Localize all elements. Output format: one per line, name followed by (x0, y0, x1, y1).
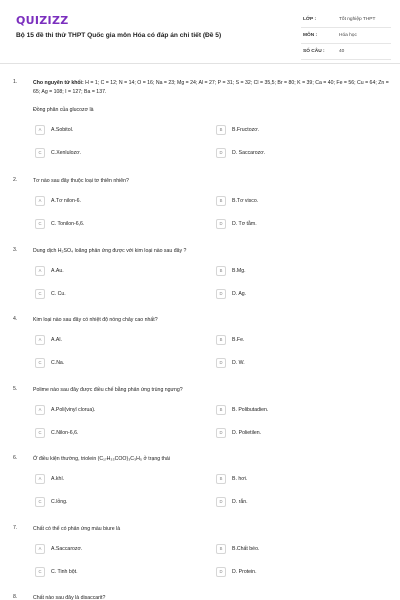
option-letter-box: A (35, 544, 45, 554)
option-letter-box: D (216, 567, 226, 577)
option-letter-box: A (35, 125, 45, 135)
question-text-body: H = 1; C = 12; N = 14; O = 16; Na = 23; Mg = 24; Al = 27; P = 31; S = 32; Cl = 35,5; Br = 80; K = 39; Ca = 40; Fe = 56; Cu = 64; Zn = 65; Ag = 108; I = 127; Ba = 137. (33, 80, 389, 95)
question-text: Polime nào sau đây được điều chế bằng phản ứng trùng ngưng? (33, 387, 183, 393)
option-text: B. Polibutadien. (232, 407, 269, 413)
question-number: 8. (13, 594, 18, 600)
option-d[interactable] (216, 219, 366, 229)
question-text: Kim loại nào sau đây có nhiệt độ nóng chảy cao nhất? (33, 317, 158, 323)
quizizz-logo[interactable]: QUIZIZZ (16, 14, 69, 27)
worksheet-meta (301, 14, 391, 62)
option-text: A.Au. (51, 268, 64, 274)
option-text: A.Saccarozơ. (51, 546, 83, 552)
option-letter-box: A (35, 405, 45, 415)
option-text: B.Chất béo. (232, 546, 260, 552)
option-letter-box: C (35, 497, 45, 507)
question-number: 2. (13, 177, 18, 183)
option-b[interactable] (216, 474, 366, 484)
option-text: C. Tonilon-6,6. (51, 221, 85, 227)
option-d[interactable] (216, 289, 366, 299)
meta-key: SỐ CÂU : (303, 49, 325, 54)
question-number: 1. (13, 79, 18, 85)
option-letter-box: D (216, 289, 226, 299)
option-letter-box: C (35, 428, 45, 438)
option-a[interactable] (35, 335, 185, 345)
option-text: D. Protein. (232, 569, 257, 575)
question-subtext: Đồng phân của glucozơ là (33, 107, 94, 113)
option-c[interactable] (35, 428, 185, 438)
option-d[interactable] (216, 567, 366, 577)
meta-row-subject (301, 30, 391, 44)
option-d[interactable] (216, 428, 366, 438)
option-letter-box: C (35, 567, 45, 577)
option-letter-box: C (35, 289, 45, 299)
option-text: B.Fructozơ. (232, 127, 260, 133)
option-text: D. rắn. (232, 499, 248, 505)
option-b[interactable] (216, 125, 366, 135)
question-number: 5. (13, 386, 18, 392)
option-letter-box: B (216, 405, 226, 415)
option-text: A.khí. (51, 476, 65, 482)
option-text: A.Poli(vinyl clorua). (51, 407, 96, 413)
option-text: D. Ag. (232, 291, 247, 297)
meta-row-question-count (301, 46, 391, 60)
option-text: B. hơi. (232, 476, 248, 482)
option-text: C. Tinh bột. (51, 569, 78, 575)
option-a[interactable] (35, 405, 185, 415)
option-letter-box: D (216, 148, 226, 158)
question-text: Chất có thể có phản ứng màu biure là (33, 526, 121, 532)
option-letter-box: C (35, 219, 45, 229)
meta-key: LỚP : (303, 17, 317, 22)
option-b[interactable] (216, 335, 366, 345)
option-letter-box: C (35, 358, 45, 368)
option-c[interactable] (35, 219, 185, 229)
option-letter-box: B (216, 196, 226, 206)
option-letter-box: A (35, 474, 45, 484)
option-c[interactable] (35, 358, 185, 368)
question-number: 7. (13, 525, 18, 531)
option-text: B.Fe. (232, 337, 245, 343)
option-c[interactable] (35, 148, 185, 158)
option-letter-box: B (216, 335, 226, 345)
option-text: D. Saccarozơ. (232, 150, 266, 156)
option-a[interactable] (35, 196, 185, 206)
option-c[interactable] (35, 567, 185, 577)
question-text: Ở điều kiện thường, triolein (C₁₇H₃₃COO)₃C₃H₅ ở trạng thái (33, 456, 170, 462)
question-number: 3. (13, 247, 18, 253)
option-text: C.Na. (51, 360, 65, 366)
option-b[interactable] (216, 196, 366, 206)
option-text: A.Al. (51, 337, 62, 343)
option-c[interactable] (35, 497, 185, 507)
option-letter-box: B (216, 544, 226, 554)
option-letter-box: A (35, 266, 45, 276)
option-c[interactable] (35, 289, 185, 299)
option-d[interactable] (216, 358, 366, 368)
option-text: A.Tơ nilon-6. (51, 198, 81, 204)
option-letter-box: D (216, 428, 226, 438)
meta-row-class (301, 14, 391, 28)
meta-key: MÔN : (303, 33, 318, 38)
question-text: Chất nào sau đây là disaccarit? (33, 595, 106, 600)
option-letter-box: A (35, 196, 45, 206)
option-letter-box: D (216, 219, 226, 229)
question-text (33, 79, 389, 96)
question-text-bold: Cho nguyên tử khối: (33, 80, 84, 86)
option-letter-box: D (216, 358, 226, 368)
question-number: 6. (13, 455, 18, 461)
option-text: A.Sobitol. (51, 127, 74, 133)
option-text: C.Xenlulozơ. (51, 150, 81, 156)
worksheet-title: Bộ 15 đề thi thử THPT Quốc gia môn Hóa có đáp án chi tiết (Đề 5) (16, 32, 222, 39)
question-text: Dung dịch H₂SO₄ loãng phản ứng được với kim loại nào sau đây ? (33, 248, 187, 254)
option-b[interactable] (216, 266, 366, 276)
option-d[interactable] (216, 497, 366, 507)
option-a[interactable] (35, 474, 185, 484)
option-b[interactable] (216, 544, 366, 554)
option-letter-box: B (216, 125, 226, 135)
option-text: C.lỏng. (51, 499, 68, 505)
option-letter-box: C (35, 148, 45, 158)
option-text: C.Nilon-6,6. (51, 430, 79, 436)
option-text: D. Polietilen. (232, 430, 262, 436)
option-text: C. Cu. (51, 291, 66, 297)
option-a[interactable] (35, 544, 185, 554)
question-number: 4. (13, 316, 18, 322)
option-d[interactable] (216, 148, 366, 158)
option-letter-box: A (35, 335, 45, 345)
meta-value: Tốt nghiệp THPT (339, 17, 376, 22)
option-text: D. Tơ tằm. (232, 221, 257, 227)
question-text: Tơ nào sau đây thuộc loại tơ thiên nhiên? (33, 178, 129, 184)
option-text: B.Mg. (232, 268, 246, 274)
option-letter-box: D (216, 497, 226, 507)
meta-value: Hóa học (339, 33, 357, 38)
option-a[interactable] (35, 125, 185, 135)
option-letter-box: B (216, 474, 226, 484)
worksheet-header (0, 0, 400, 64)
option-b[interactable] (216, 405, 366, 415)
option-letter-box: B (216, 266, 226, 276)
option-text: D. W. (232, 360, 245, 366)
meta-value: 40 (339, 49, 345, 54)
option-text: B.Tơ visco. (232, 198, 259, 204)
option-a[interactable] (35, 266, 185, 276)
